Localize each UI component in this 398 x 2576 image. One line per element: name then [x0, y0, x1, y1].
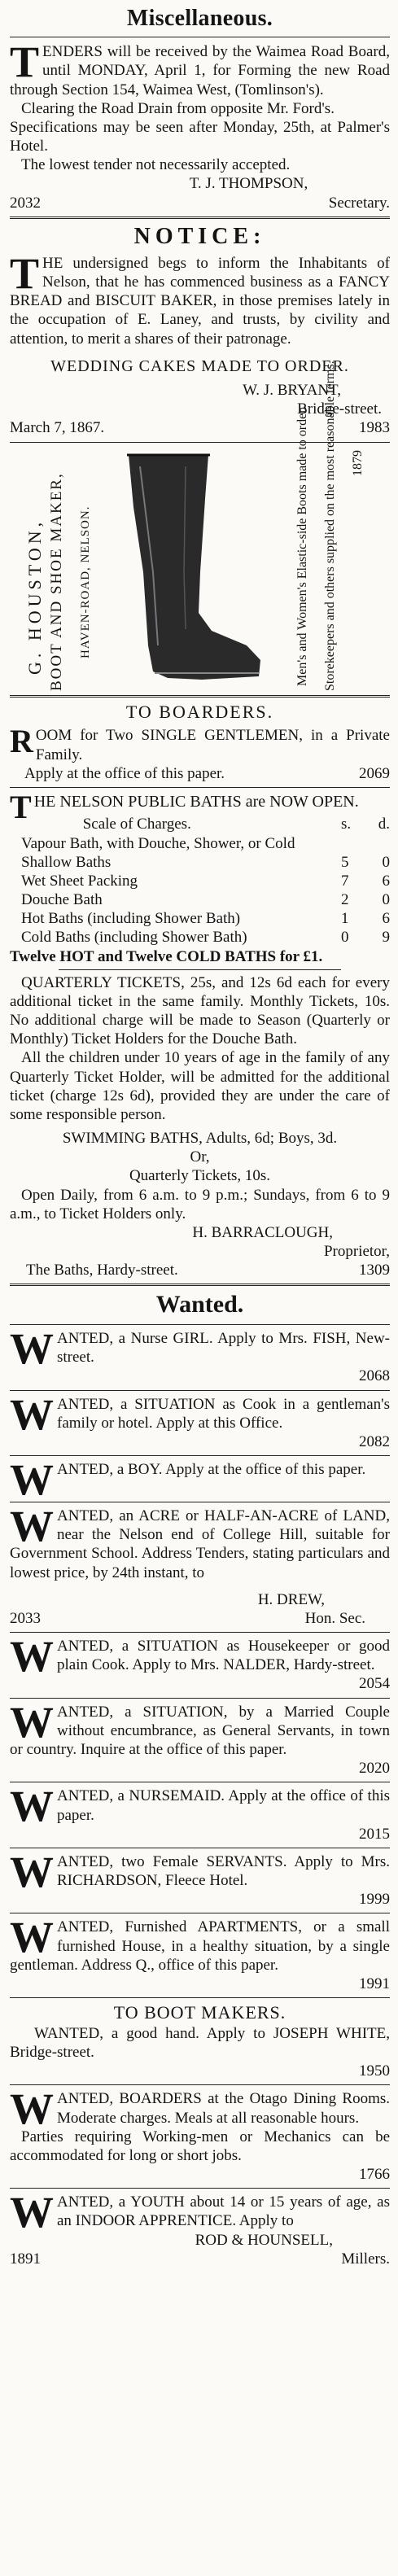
tenders-lowest: The lowest tender not necessarily accepted.: [21, 156, 291, 174]
drop-cap: W: [10, 1787, 54, 1831]
drop-cap: W: [10, 1394, 54, 1439]
divider: [10, 1284, 390, 1286]
charge-row: [21, 834, 390, 872]
houston-address: HAVEN-ROAD, NELSON.: [79, 505, 92, 658]
ad-number: 2032: [10, 194, 41, 212]
charge-d: 6: [382, 872, 390, 890]
drop-cap: W: [10, 1702, 54, 1747]
ad-number: 2054: [359, 1675, 390, 1693]
charge-d: 0: [382, 853, 390, 871]
divider: [10, 216, 390, 219]
ad-signer: ROD & HOUNSELL,: [195, 2231, 333, 2249]
baths-title: HE NELSON PUBLIC BATHS are NOW OPEN.: [33, 792, 359, 811]
charge-row: [21, 909, 390, 928]
section-heading-miscellaneous: Miscellaneous.: [126, 6, 273, 31]
divider: [10, 1390, 390, 1391]
drop-cap: W: [10, 1637, 54, 1682]
tenders-clearing: Clearing the Road Drain from opposite Mr. Ford's.: [21, 99, 335, 117]
wanted-text: ANTED, BOARDERS at the Otago Dining Rooms. Moderate charges. Meals at all reasonable hours.: [57, 2090, 390, 2127]
divider: [10, 695, 390, 698]
charge-s: 7: [341, 872, 349, 890]
charge-s: 1: [341, 910, 349, 928]
ad-title: Millers.: [341, 2250, 390, 2268]
tenders-specs: Specifications may be seen after Monday, 25th, at Palmer's Hotel.: [10, 118, 390, 155]
wanted-text: ANTED, a NURSEMAID. Apply at the office of this paper.: [57, 1787, 390, 1824]
divider: [59, 969, 341, 970]
tenders-ad: [10, 37, 390, 212]
wanted-text: ANTED, Furnished APARTMENTS, or a small furnished House, in a healthy situation, by a single gentleman. Address Q., office of this paper.: [10, 1918, 390, 1974]
divider: [10, 1632, 390, 1633]
wanted-ad: [10, 1852, 390, 1909]
houston-trade: BOOT AND SHOE MAKER,: [48, 471, 65, 691]
boarders-ad: [10, 723, 390, 763]
charge-label: Vapour Bath, with Douche, Shower, or Cold Shallow Baths: [21, 834, 295, 871]
drop-cap: W: [10, 1329, 54, 1374]
wanted-text: ANTED, a YOUTH about 14 or 15 years of age, as an INDOOR APPRENTICE. Apply to: [57, 2193, 390, 2230]
wanted-text: ANTED, a BOY. Apply at the office of this paper.: [57, 1461, 366, 1479]
drop-cap: W: [10, 1460, 54, 1498]
charge-row: [21, 890, 390, 909]
ad-number: 1999: [359, 1891, 390, 1909]
baths-swimming: SWIMMING BATHS, Adults, 6d; Boys, 3d.: [62, 1130, 338, 1148]
drop-cap: W: [10, 2193, 54, 2237]
baths-open: Open Daily, from 6 a.m. to 9 p.m.; Sundays, from 6 to 9 a.m., to Ticket Holders only.: [10, 1186, 390, 1222]
drop-cap: W: [10, 2089, 54, 2134]
ad-number: 2015: [359, 1825, 390, 1843]
ad-number: 1991: [359, 1975, 390, 1992]
divider: [10, 2084, 390, 2085]
wanted-ad: [10, 1703, 390, 1778]
notice-date: March 7, 1867.: [10, 419, 105, 437]
charge-label: Hot Baths (including Shower Bath): [21, 910, 241, 928]
wanted-text: ANTED, a SITUATION as Housekeeper or good plain Cook. Apply to Mrs. NALDER, Hardy-street.: [57, 1638, 390, 1674]
charge-row: [21, 872, 390, 890]
wanted-text: ANTED, a SITUATION as Cook in a gentleman's family or hotel. Apply at this Office.: [57, 1395, 390, 1432]
drop-cap: R: [10, 723, 33, 760]
charge-s: 2: [341, 891, 349, 909]
charge-label: Douche Bath: [21, 891, 103, 909]
divider: [10, 1698, 390, 1699]
bootmakers-text: WANTED, a good hand. Apply to JOSEPH WHITE, Bridge-street.: [10, 2024, 390, 2062]
charge-s: 0: [341, 929, 349, 947]
ad-number: 2033: [10, 1609, 41, 1627]
houston-right1: Men's and Women's Elastic-side Boots made to order.: [295, 405, 309, 686]
wanted-text: ANTED, two Female SERVANTS. Apply to Mrs. RICHARDSON, Fleece Hotel.: [57, 1852, 390, 1890]
wanted-text: ANTED, a SITUATION, by a Married Couple without encumbrance, as General Servants, in town or country. Inquire at the office of this paper.: [10, 1703, 390, 1758]
charge-s: 5: [341, 853, 349, 871]
ad-number: 2068: [359, 1367, 390, 1385]
wanted-text: ANTED, a Nurse GIRL. Apply to Mrs. FISH, New-street.: [57, 1330, 390, 1367]
divider: [10, 2188, 390, 2189]
baths-signer: H. BARRACLOUGH,: [192, 1223, 333, 1241]
ad-number: 2069: [359, 764, 390, 782]
notice-heading: NOTICE:: [133, 223, 266, 249]
boot-illustration: [104, 450, 267, 686]
drop-cap: T: [10, 248, 40, 298]
drop-cap: T: [10, 37, 40, 87]
wedding-cakes: WEDDING CAKES MADE TO ORDER.: [50, 356, 349, 375]
drop-cap: W: [10, 1507, 54, 1551]
notice-ad: [10, 248, 390, 348]
boarders-apply: Apply at the office of this paper.: [24, 764, 225, 782]
baths-title: Proprietor,: [323, 1243, 390, 1261]
col-s: s.: [341, 816, 352, 833]
wanted-ad: [10, 1918, 390, 1993]
drop-cap: T: [10, 788, 32, 825]
charge-d: 9: [382, 929, 390, 947]
ad-signer: H. DREW,: [257, 1590, 325, 1608]
notice-signer: W. J. BRYANT,: [243, 382, 341, 400]
baths-twelve: Twelve HOT and Twelve COLD BATHS for £1.: [10, 947, 323, 965]
ad-number: 1766: [359, 2166, 390, 2184]
wanted-text: ANTED, an ACRE or HALF-AN-ACRE of LAND, near the Nelson end of College Hill, suitable for Government School. Address Tenders, stating particulars and lowest price, by 24th instant, to: [10, 1507, 390, 1581]
boarders-heading: TO BOARDERS.: [125, 701, 274, 722]
charge-label: Cold Baths (including Shower Bath): [21, 929, 247, 947]
charge-row: [21, 928, 390, 947]
col-d: d.: [378, 816, 390, 833]
houston-right2: Storekeepers and others supplied on the most reasonable terms.: [323, 360, 337, 691]
section-heading-wanted: Wanted.: [155, 1291, 244, 1319]
divider: [10, 1324, 390, 1325]
ad-number: 1879: [351, 449, 365, 476]
tenders-title: Secretary.: [328, 194, 390, 212]
wanted-ad: [10, 1507, 390, 1628]
ad-title: Hon. Sec.: [304, 1609, 365, 1627]
houston-name: G. HOUSTON,: [24, 518, 45, 675]
charge-label: Wet Sheet Packing: [21, 872, 138, 890]
baths-scale: Scale of Charges.: [82, 816, 191, 833]
divider: [10, 787, 390, 788]
wanted-ad: [10, 1395, 390, 1452]
ad-number: 1891: [10, 2250, 41, 2268]
divider: [10, 1455, 390, 1456]
boarders2-parties: Parties requiring Working-men or Mechanics can be accommodated for long or short jobs.: [10, 2128, 390, 2164]
tenders-signer: T. J. THOMPSON,: [189, 175, 308, 193]
wanted-ad: [10, 2089, 390, 2184]
divider: [10, 1997, 390, 1998]
drop-cap: W: [10, 1918, 54, 1962]
baths-or: Or,: [190, 1148, 210, 1166]
charges-table: [10, 834, 390, 947]
baths-quarterly: QUARTERLY TICKETS, 25s, and 12s 6d each for every additional ticket in the same family. Monthly Tickets, 10s. No additional charge will be made to Season (Quarterly or Monthly) Ticket Holders for the Douche Bath.: [10, 973, 390, 1048]
wanted-ad: [10, 1460, 390, 1498]
tenders-text: ENDERS will be received by the Waimea Road Board, until MONDAY, April 1, for Forming the new Road through Section 154, Waimea West, (Tomlinson's).: [10, 43, 390, 98]
notice-street: Bridge-street.: [297, 400, 382, 418]
baths-children: All the children under 10 years of age in the family of any Quarterly Ticket Holder, will be admitted for the additional ticket (charge 12s 6d), provided they are under the care of some responsible person.: [10, 1049, 390, 1123]
boarders-text: OOM for Two SINGLE GENTLEMEN, in a Private Family.: [35, 727, 390, 763]
ad-number: 1983: [359, 419, 390, 437]
wanted-ad: [10, 1637, 390, 1694]
charge-d: 6: [382, 910, 390, 928]
bootmakers-heading: TO BOOT MAKERS.: [113, 2002, 286, 2023]
baths-quarterly2: Quarterly Tickets, 10s.: [129, 1167, 271, 1185]
ad-number: 1309: [359, 1262, 390, 1279]
ad-number: 1950: [359, 2062, 390, 2080]
drop-cap: W: [10, 1852, 54, 1896]
baths-place: The Baths, Hardy-street.: [26, 1262, 178, 1279]
charge-d: 0: [382, 891, 390, 909]
wanted-ad: [10, 1329, 390, 1386]
ad-number: 2082: [359, 1432, 390, 1450]
wanted-ad: [10, 1787, 390, 1843]
notice-text: HE undersigned begs to inform the Inhabitants of Nelson, that he has commenced business as a FANCY BREAD and BISCUIT BAKER, in those premises lately in the occupation of E. Laney, and trusts, by civility and attention, to merit a shares of their patronage.: [10, 254, 390, 348]
wanted-ad: [10, 2193, 390, 2268]
ad-number: 2020: [359, 1760, 390, 1778]
